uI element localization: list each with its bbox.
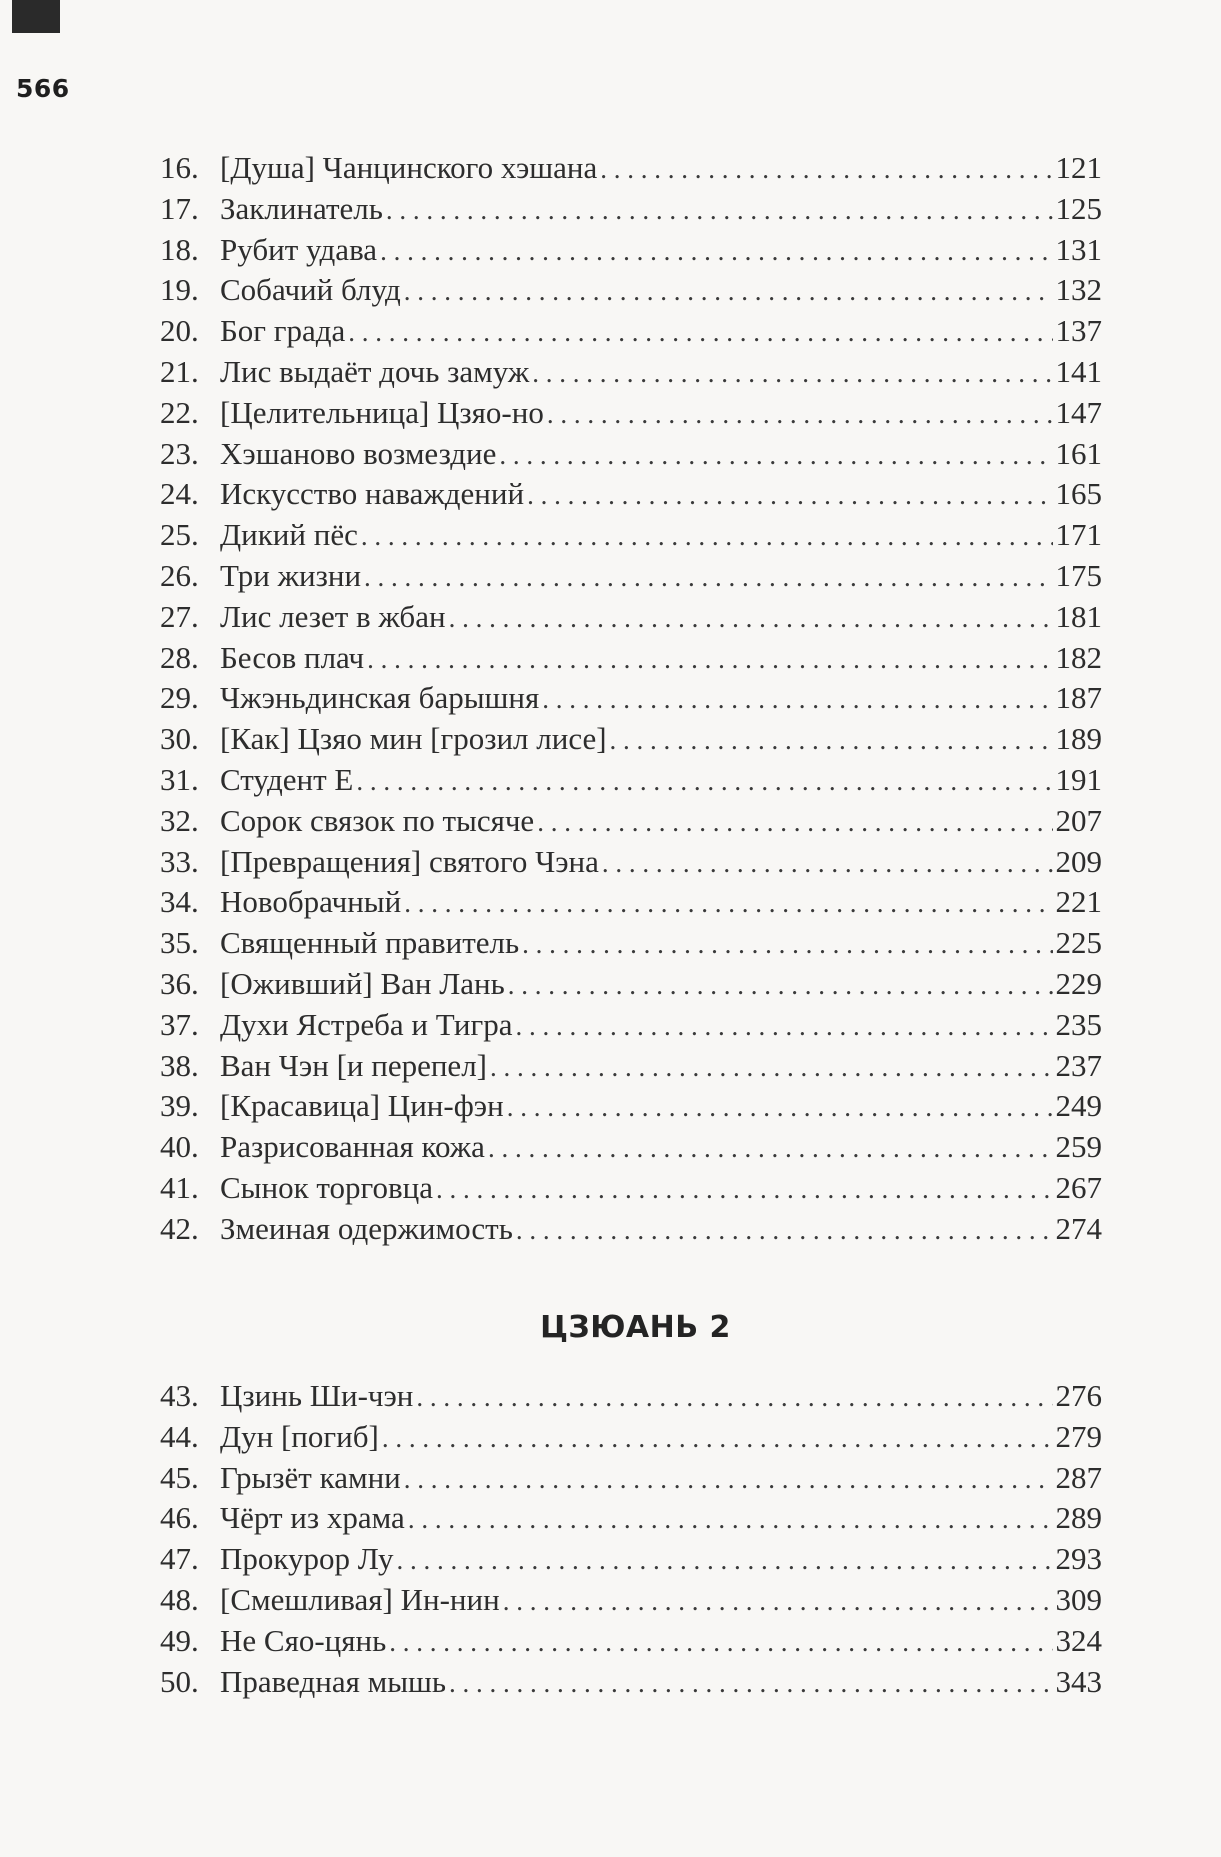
toc-entry: [160, 148, 1102, 189]
dot-leader: [404, 883, 1052, 924]
toc-entry: [160, 760, 1102, 801]
entry-title: Цзинь Ши-чэн: [220, 1378, 414, 1413]
dot-leader: [364, 557, 1052, 598]
entry-title: [Оживший] Ван Лань: [220, 965, 505, 1001]
entry-title: Священный правитель: [220, 925, 520, 961]
entry-number: 38.: [160, 1047, 199, 1083]
entry-number: 39.: [160, 1088, 199, 1124]
toc-entry: [160, 1046, 1102, 1087]
entry-number: 35.: [160, 925, 199, 961]
entry-title: Новобрачный: [220, 884, 402, 920]
entry-page-number: 235: [1055, 1006, 1102, 1042]
entry-page-number: 324: [1055, 1622, 1102, 1658]
toc-entry: [160, 1168, 1102, 1209]
dot-leader: [356, 761, 1052, 802]
toc-entry: [160, 964, 1102, 1005]
entry-title: Ван Чэн [и перепел]: [220, 1047, 487, 1083]
entry-number: 18.: [160, 231, 199, 267]
dot-leader: [449, 1663, 1052, 1704]
dot-leader: [408, 1499, 1053, 1540]
dot-leader: [537, 802, 1052, 843]
entry-title: Хэшаново возмездие: [220, 435, 497, 471]
entry-page-number: 187: [1055, 680, 1102, 716]
dot-leader: [602, 843, 1053, 884]
entry-page-number: 207: [1055, 802, 1102, 838]
entry-page-number: 293: [1055, 1541, 1102, 1577]
section-heading: ЦЗЮАНЬ 2: [540, 1310, 731, 1345]
toc-entry: [160, 393, 1102, 434]
entry-page-number: 161: [1055, 435, 1102, 471]
toc-entry: [160, 352, 1102, 393]
dot-leader: [532, 353, 1052, 394]
entry-page-number: 259: [1055, 1129, 1102, 1165]
toc-entry: [160, 515, 1102, 556]
toc-entry: [160, 1376, 1102, 1417]
entry-title: [Превращения] святого Чэна: [220, 843, 599, 879]
entry-number: 23.: [160, 435, 199, 471]
toc-entry: [160, 1662, 1102, 1703]
entry-page-number: 121: [1055, 150, 1102, 185]
entry-number: 48.: [160, 1581, 199, 1617]
dot-leader: [516, 1210, 1053, 1251]
entry-page-number: 189: [1055, 721, 1102, 757]
toc-list: [160, 1376, 1102, 1702]
entry-title: Грызёт камни: [220, 1459, 401, 1495]
dot-leader: [527, 475, 1052, 516]
entry-number: 25.: [160, 517, 199, 553]
dot-leader: [522, 924, 1052, 965]
entry-page-number: 229: [1055, 965, 1102, 1001]
toc-entry: [160, 1127, 1102, 1168]
toc-entry: [160, 1621, 1102, 1662]
dot-leader: [499, 435, 1052, 476]
dot-leader: [515, 1006, 1052, 1047]
dot-leader: [397, 1540, 1053, 1581]
dot-leader: [436, 1169, 1053, 1210]
toc-entry: [160, 923, 1102, 964]
entry-title: Сынок торговца: [220, 1169, 433, 1205]
entry-page-number: 274: [1055, 1210, 1102, 1246]
entry-page-number: 182: [1055, 639, 1102, 675]
toc-entry: [160, 434, 1102, 475]
entry-page-number: 249: [1055, 1088, 1102, 1124]
entry-page-number: 279: [1055, 1418, 1102, 1454]
toc-entry: [160, 1539, 1102, 1580]
entry-title: Заклинатель: [220, 190, 383, 226]
entry-number: 36.: [160, 965, 199, 1001]
entry-title: Собачий блуд: [220, 272, 401, 308]
entry-number: 28.: [160, 639, 199, 675]
entry-page-number: 221: [1055, 884, 1102, 920]
entry-number: 43.: [160, 1378, 199, 1413]
entry-title: [Душа] Чанцинского хэшана: [220, 150, 598, 185]
entry-page-number: 191: [1055, 761, 1102, 797]
entry-page-number: 132: [1055, 272, 1102, 308]
toc-entry: [160, 189, 1102, 230]
entry-number: 17.: [160, 190, 199, 226]
entry-number: 24.: [160, 476, 199, 512]
entry-number: 32.: [160, 802, 199, 838]
dot-leader: [600, 149, 1052, 190]
dot-leader: [389, 1622, 1052, 1663]
entry-number: 19.: [160, 272, 199, 308]
dot-leader: [404, 271, 1053, 312]
entry-number: 34.: [160, 884, 199, 920]
toc-entry: [160, 842, 1102, 883]
dot-leader: [488, 1128, 1053, 1169]
entry-number: 44.: [160, 1418, 199, 1454]
entry-title: Прокурор Лу: [220, 1541, 394, 1577]
entry-title: Дикий пёс: [220, 517, 358, 553]
entry-title: Праведная мышь: [220, 1663, 447, 1699]
dot-leader: [490, 1047, 1053, 1088]
entry-number: 22.: [160, 394, 199, 430]
toc-entry: [160, 1209, 1102, 1250]
entry-number: 33.: [160, 843, 199, 879]
toc-entry: [160, 270, 1102, 311]
toc-entry: [160, 1086, 1102, 1127]
toc-entry: [160, 597, 1102, 638]
toc-entry: [160, 882, 1102, 923]
entry-number: 26.: [160, 557, 199, 593]
toc-entry: [160, 1005, 1102, 1046]
entry-title: Бог града: [220, 313, 346, 349]
entry-page-number: 309: [1055, 1581, 1102, 1617]
entry-number: 46.: [160, 1500, 199, 1536]
entry-title: Сорок связок по тысяче: [220, 802, 535, 838]
toc-entry: [160, 556, 1102, 597]
toc-entry: [160, 1417, 1102, 1458]
dot-leader: [507, 1087, 1053, 1128]
entry-title: [Красавица] Цин-фэн: [220, 1088, 504, 1124]
entry-number: 41.: [160, 1169, 199, 1205]
entry-number: 37.: [160, 1006, 199, 1042]
entry-page-number: 175: [1055, 557, 1102, 593]
entry-title: Змеиная одержимость: [220, 1210, 513, 1246]
dot-leader: [367, 639, 1052, 680]
entry-number: 40.: [160, 1129, 199, 1165]
toc-entry: [160, 1498, 1102, 1539]
toc-entry: [160, 474, 1102, 515]
entry-number: 31.: [160, 761, 199, 797]
toc-entry: [160, 1580, 1102, 1621]
entry-title: Лис выдаёт дочь замуж: [220, 353, 530, 389]
entry-title: Лис лезет в жбан: [220, 598, 446, 634]
entry-title: Чёрт из храма: [220, 1500, 405, 1536]
toc-entry: [160, 311, 1102, 352]
entry-page-number: 267: [1055, 1169, 1102, 1205]
toc-entry: [160, 719, 1102, 760]
dot-leader: [610, 720, 1053, 761]
corner-marker: [12, 0, 60, 33]
toc-entry: [160, 678, 1102, 719]
dot-leader: [542, 679, 1052, 720]
dot-leader: [503, 1581, 1053, 1622]
entry-title: Три жизни: [220, 557, 362, 593]
entry-title: Разрисованная кожа: [220, 1129, 485, 1165]
entry-title: [Целительница] Цзяо-но: [220, 394, 544, 430]
entry-title: [Как] Цзяо мин [грозил лисе]: [220, 721, 607, 757]
entry-number: 50.: [160, 1663, 199, 1699]
entry-page-number: 137: [1055, 313, 1102, 349]
entry-number: 20.: [160, 313, 199, 349]
entry-title: Бесов плач: [220, 639, 365, 675]
dot-leader: [547, 394, 1053, 435]
toc-entry: [160, 230, 1102, 271]
entry-page-number: 276: [1055, 1378, 1102, 1413]
entry-page-number: 289: [1055, 1500, 1102, 1536]
entry-title: Рубит удава: [220, 231, 378, 267]
entry-page-number: 287: [1055, 1459, 1102, 1495]
entry-number: 49.: [160, 1622, 199, 1658]
entry-number: 21.: [160, 353, 199, 389]
entry-title: Студент Е: [220, 761, 354, 797]
entry-number: 30.: [160, 721, 199, 757]
entry-number: 27.: [160, 598, 199, 634]
entry-page-number: 131: [1055, 231, 1102, 267]
entry-number: 45.: [160, 1459, 199, 1495]
dot-leader: [404, 1459, 1053, 1500]
dot-leader: [386, 190, 1053, 231]
dot-leader: [348, 312, 1052, 353]
entry-title: Чжэньдинская барышня: [220, 680, 540, 716]
dot-leader: [382, 1418, 1053, 1459]
toc-entry: [160, 638, 1102, 679]
entry-page-number: 209: [1055, 843, 1102, 879]
entry-number: 29.: [160, 680, 199, 716]
dot-leader: [449, 598, 1053, 639]
page-number: 566: [16, 74, 70, 103]
entry-title: Не Сяо-цянь: [220, 1622, 387, 1658]
dot-leader: [416, 1377, 1052, 1418]
dot-leader: [508, 965, 1053, 1006]
entry-page-number: 237: [1055, 1047, 1102, 1083]
dot-leader: [361, 516, 1053, 557]
entry-page-number: 165: [1055, 476, 1102, 512]
entry-number: 47.: [160, 1541, 199, 1577]
entry-page-number: 141: [1055, 353, 1102, 389]
entry-page-number: 225: [1055, 925, 1102, 961]
entry-page-number: 147: [1055, 394, 1102, 430]
entry-page-number: 181: [1055, 598, 1102, 634]
entry-title: Дун [погиб]: [220, 1418, 379, 1454]
toc-entry: [160, 801, 1102, 842]
entry-number: 42.: [160, 1210, 199, 1246]
toc-entry: [160, 1458, 1102, 1499]
entry-title: Искусство наваждений: [220, 476, 525, 512]
toc-list: [160, 148, 1102, 1250]
entry-number: 16.: [160, 150, 199, 185]
dot-leader: [380, 231, 1052, 272]
entry-title: [Смешливая] Ин-нин: [220, 1581, 500, 1617]
entry-page-number: 343: [1055, 1663, 1102, 1699]
entry-page-number: 125: [1055, 190, 1102, 226]
entry-title: Духи Ястреба и Тигра: [220, 1006, 513, 1042]
entry-page-number: 171: [1055, 517, 1102, 553]
